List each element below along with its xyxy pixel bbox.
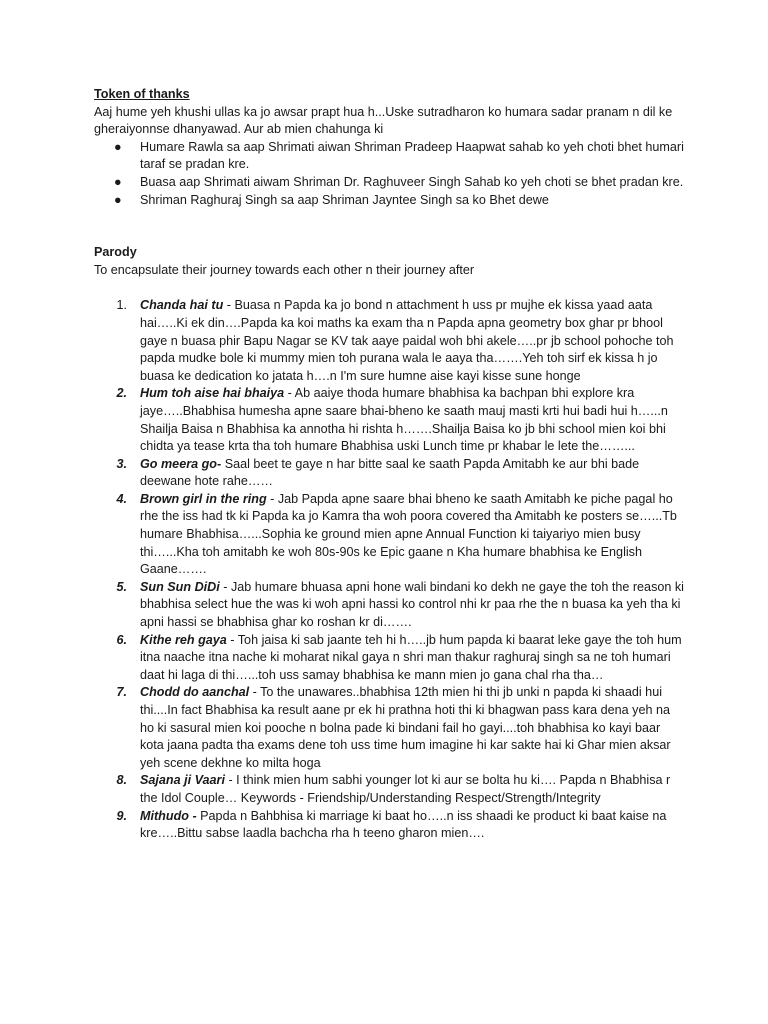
list-item	[94, 808, 684, 843]
item-number: 5.	[116, 579, 127, 594]
song-title: Chanda hai tu	[140, 298, 224, 313]
list-item: 2. Hum toh aise hai bhaiya - Ab aaiye thoda humare bhabhisa ka bachpan bhi explore kra jaye…..Bhabhisa humesha apne saare bhai-bheno ke saath mauj masti krti hui badi hui h…...n Shailja Baisa n Bhabhisa ka annotha hi rishta h…….Shailja Baisa ko jb bhi school mien koi bhi chidta ya tease krta tha toh humare Bhabhisa uski Lunch time pr khabar le lete the……...	[94, 385, 684, 455]
parody-heading: Parody	[94, 245, 137, 260]
song-title: Sajana ji Vaari	[140, 773, 225, 788]
list-item	[94, 456, 684, 491]
item-text: Saal beet te gaye n har bitte saal ke saath Papda Amitabh ke aur bhi bade deewane hote rahe……	[140, 456, 640, 489]
item-text: Toh jaisa ki sab jaante teh hi h…..jb hum papda ki baarat leke gaye the toh hum itna naache itna nache ki moharat nikal gaya n shri man thakur raghuraj singh sa ne toh humari daat hi laga di thi…...toh uss samay bhabhisa ke mann mien jo gana chal rha tha…	[140, 632, 682, 682]
item-text: Buasa n Papda ka jo bond n attachment h uss pr mujhe ek kissa yaad aata hai…..Ki ek din….Papda ka koi maths ka exam tha n Papda apna geometry box ghar pr bhool gaye n buasa phir Bapu Nagar se KV tak aaye paidal woh bhi akele…..pr jb school pohoche toh papda mudke bole ki mummy mien toh purana wala le aaya tha…….Yeh toh sirf ek kissa h jo buasa ke dedication ko jatata h….n I'm sure humne aise kayi kisse sune honge	[140, 298, 674, 383]
item-text: Ab aaiye thoda humare bhabhisa ka bachpan bhi explore kra jaye…..Bhabhisa humesha apne saare bhai-bheno ke saath mauj masti krti hui badi hui h…...n Shailja Baisa n Bhabhisa ka annotha hi rishta h…….Shailja Baisa ko jb bhi school mien koi bhi chidta ya tease krta tha toh humare Bhabhisa uski Lunch time pr khabar le lete the……...	[140, 386, 668, 454]
bullet-icon: ●	[114, 174, 122, 189]
song-title: Chodd do aanchal	[140, 685, 250, 700]
parody-intro-paragraph: To encapsulate their journey towards each other n their journey after	[94, 262, 475, 277]
list-item: 5. Sun Sun DiDi - Jab humare bhuasa apni hone wali bindani ko dekh ne gaye the toh the reason ki bhabhisa select hue the was ki woh apni hassi ko control nhi kr paa rhe the n buasa ka yeh tha ki apni hassi se bhabhisa ghar ko roshan kr di…….	[94, 579, 684, 632]
item-number: 8.	[116, 773, 127, 788]
item-text: Jab humare bhuasa apni hone wali bindani ko dekh ne gaye the toh the reason ki bhabhisa select hue the was ki woh apni hassi ko control nhi kr paa rhe the n buasa ka yeh tha ki apni hassi se bhabhisa ghar ko roshan kr di…….	[140, 579, 684, 630]
thanks-intro-paragraph: Aaj hume yeh khushi ullas ka jo awsar prapt hua h...Uske sutradharon ko humara sadar pranam n dil ke gheraiyonnse dhanyawad. Aur ab mien chahunga ki	[94, 104, 673, 137]
thanks-bullet-list	[94, 139, 684, 209]
document-body	[94, 86, 684, 843]
list-item: 4. Brown girl in the ring - Jab Papda apne saare bhai bheno ke saath Amitabh ke piche pagal ho rhe the iss had tk ki Papda ka jo Kamra tha woh poora covered tha Amitabh ke posters se…...Tb humare Bhabhisa…...Sophia ke ground mien apne Annual Function ki taiyariyo mien busy thi…...Kha toh amitabh ke woh 80s-90s ke Epic gaane n Kha humare bhabhisa ke English Gaane…….	[94, 491, 684, 579]
item-text: I think mien hum sabhi younger lot ki aur se bolta hu ki…. Papda n Bhabhisa r the Idol Couple… Keywords - Friendship/Understanding Respect/Strength/Integrity	[140, 773, 671, 805]
list-item: ● Shriman Raghuraj Singh sa aap Shriman Jayntee Singh sa ko Bhet dewe	[94, 192, 684, 210]
bullet-icon: ●	[114, 139, 122, 154]
item-number: 9.	[116, 808, 127, 823]
item-number: 1.	[116, 298, 127, 313]
list-item: 8. Sajana ji Vaari - I think mien hum sabhi younger lot ki aur se bolta hu ki…. Papda n Bhabhisa r the Idol Couple… Keywords - Friendship/Understanding Respect/Strength/Integrity	[94, 772, 684, 807]
song-title: Mithudo -	[140, 808, 197, 823]
list-item: ● Humare Rawla sa aap Shrimati aiwan Shriman Pradeep Haapwat sahab ko yeh choti bhet humari taraf se pradan kre.	[114, 139, 684, 172]
song-title: Brown girl in the ring	[140, 491, 267, 506]
item-number: 2.	[116, 386, 127, 401]
parody-song-list	[94, 297, 684, 842]
item-number: 6.	[116, 632, 127, 647]
list-item: 1. Chanda hai tu - Buasa n Papda ka jo bond n attachment h uss pr mujhe ek kissa yaad aata hai…..Ki ek din….Papda ka koi maths ka exam tha n Papda apna geometry box ghar pr bhool gaye n buasa phir Bapu Nagar se KV tak aaye paidal woh bhi akele…..pr jb school pohoche toh papda mudke bole ki mummy mien toh purana wala le aaya tha…….Yeh toh sirf ek kissa h jo buasa ke dedication ko jatata h….n I'm sure humne aise kayi kisse sune honge	[94, 297, 684, 385]
song-title: Go meera go-	[140, 456, 222, 471]
item-text: Papda n Bahbhisa ki marriage ki baat ho…..n iss shaadi ke product ki baat kaise na kre…..Bittu sabse laadla bachcha rha h teeno gharon mien….	[140, 808, 667, 841]
list-item: 7. Chodd do aanchal - To the unawares..bhabhisa 12th mien hi thi jb unki n papda ki shaadi hui thi....In fact Bhabhisa ka result aane pr ek hi prathna hoti thi ki bhagwan pass kara dena yeh na ho ki sasural mien koi pooche n bolna pade ki bindani fail ho gayi....toh bhabhisa ko kayi baar kota jaana padta tha exams dene toh uss time hum imagine hi kar sakte hai ki Ghar mien aksar yeh scene dekhne ko milta hoga	[94, 684, 684, 772]
list-item: 6. Kithe reh gaya - Toh jaisa ki sab jaante teh hi h…..jb hum papda ki baarat leke gaye the toh hum itna naache itna nache ki moharat nikal gaya n shri man thakur raghuraj singh sa ne toh humari daat hi laga di thi…...toh uss samay bhabhisa ke mann mien jo gana chal rha tha…	[94, 632, 684, 685]
item-text: To the unawares..bhabhisa 12th mien hi thi jb unki n papda ki shaadi hui thi....In fact Bhabhisa ka result aane pr ek hi prathna hoti thi ki bhagwan pass kara dena yeh na ho ki sasural mien koi pooche n bolna pade ki bindani fail ho gayi....toh bhabhisa ko kayi baar kota jaana padta tha exams dene toh uss time hum imagine hi kar sakte hai ki Ghar mien aksar yeh scene dekhne ko milta hoga	[140, 685, 671, 770]
item-number: 7.	[116, 685, 127, 700]
bullet-icon: ●	[114, 192, 122, 207]
song-title: Kithe reh gaya	[140, 632, 227, 647]
song-title: Hum toh aise hai bhaiya	[140, 386, 285, 401]
song-title: Sun Sun DiDi	[140, 579, 220, 594]
list-item: ● Buasa aap Shrimati aiwam Shriman Dr. Raghuveer Singh Sahab ko yeh choti se bhet pradan kre.	[94, 174, 684, 192]
item-number: 4.	[116, 491, 127, 506]
item-text: Jab Papda apne saare bhai bheno ke saath Amitabh ke piche pagal ho rhe the iss had tk ki Papda ka jo Kamra tha woh poora covered tha Amitabh ke posters se…...Tb humare Bhabhisa…...Sophia ke ground mien apne Annual Function ki taiyariyo mien busy thi…...Kha toh amitabh ke woh 80s-90s ke Epic gaane n Kha humare bhabhisa ke English Gaane…….	[140, 491, 677, 577]
token-of-thanks-heading: Token of thanks	[94, 87, 190, 101]
item-number: 3.	[116, 456, 127, 471]
